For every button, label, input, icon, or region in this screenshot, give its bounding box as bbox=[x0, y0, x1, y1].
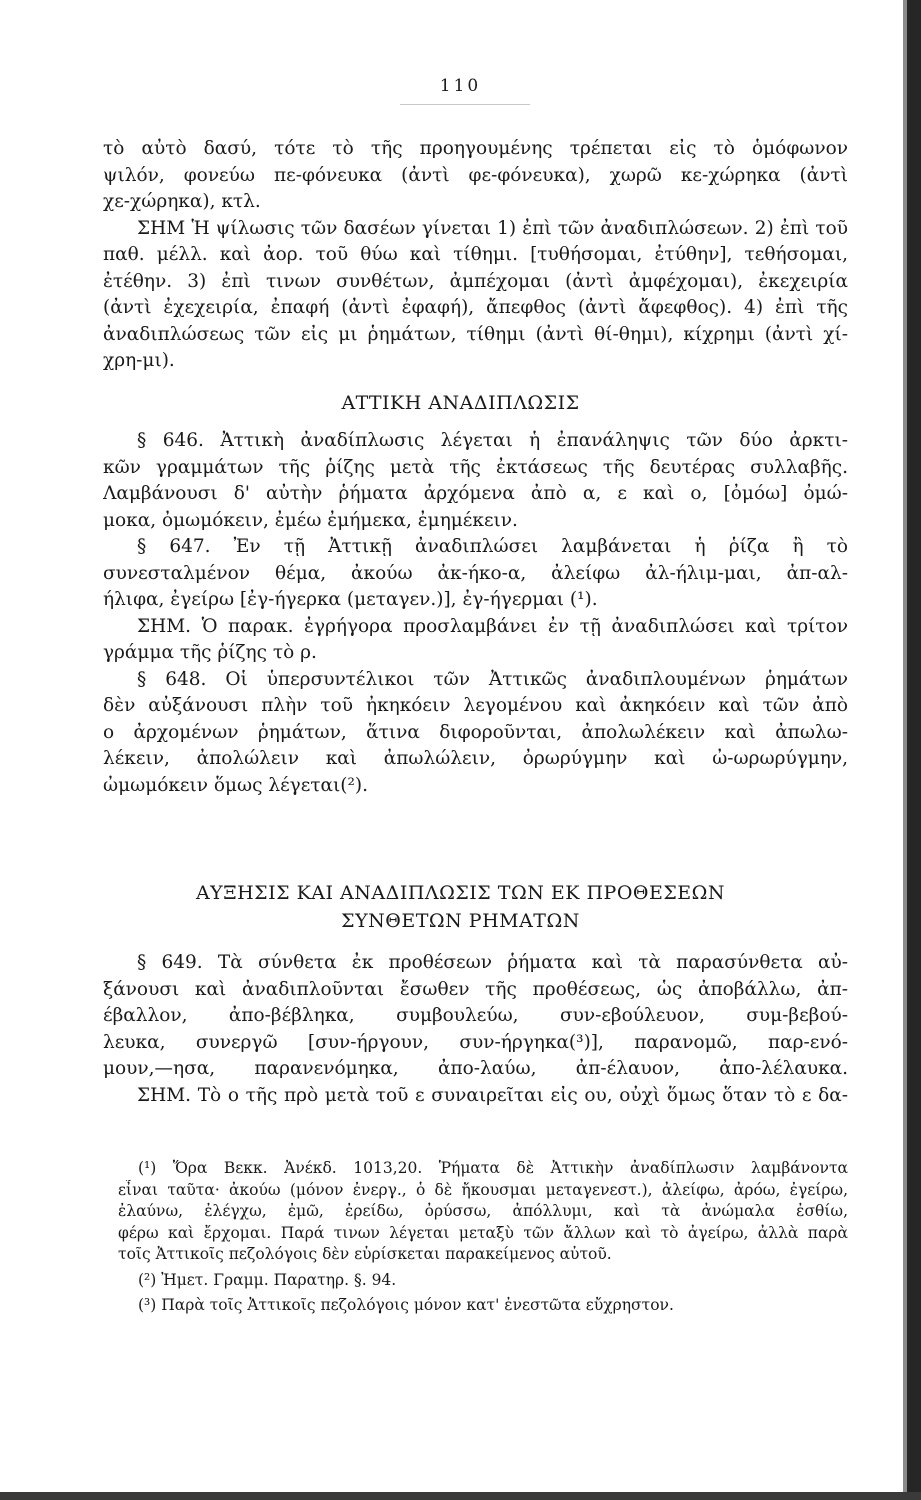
note-line: (ἀντὶ ἐχεχειρία, ἐπαφή (ἀντὶ ἐφαφή), ἄπεφθος (ἀντὶ ἄφεφθος). 4) ἐπὶ τῆς bbox=[103, 297, 848, 318]
text-line: δὲν αὐξάνουσι πλὴν τοῦ ἠκηκόειν λεγομένου καὶ ἀκηκόειν καὶ τῶν ἀπὸ bbox=[103, 695, 848, 716]
note-line: ΣΗΜ Ἡ ψίλωσις τῶν δασέων γίνεται 1) ἐπὶ τῶν ἀναδιπλώσεων. 2) ἐπὶ τοῦ bbox=[137, 217, 848, 239]
text-line: ξάνουσι καὶ ἀναδιπλοῦνται ἔσωθεν τῆς προθέσεως, ὡς ἀποβάλλω, ἀπ- bbox=[103, 978, 848, 1000]
section-648-line: § 648. Οἱ ὑπερσυντέλικοι τῶν Ἀττικῶς ἀναδιπλουμένων ῥημάτων bbox=[137, 668, 848, 690]
paragraph-block-1 bbox=[103, 136, 848, 375]
text-line: τὸ αὐτὸ δασύ, τότε τὸ τῆς προηγουμένης τρέπεται εἰς τὸ ὁμόφωνον bbox=[103, 138, 848, 159]
footnote-1: (¹) Ὅρα Βεκκ. Ἀνέκδ. 1013,20. Ῥήματα δὲ Ἀττικὴν ἀναδίπλωσιν λαμβάνοντα bbox=[138, 1159, 848, 1177]
text-line: λέκειν, ἀπολώλειν καὶ ἀπωλώλειν, ὀρωρύγμην καὶ ὠ-ωρωρύγμην, bbox=[103, 748, 848, 769]
page-edge bbox=[907, 0, 921, 1500]
text-line: μουν,—ησα, παρανενόμηκα, ἀπο-λαύω, ἀπ-έλαυον, ἀπο-λέλαυκα. bbox=[103, 1058, 848, 1079]
paragraph-block-2 bbox=[103, 428, 848, 799]
note-line: ΣΗΜ. Ὁ παρακ. ἐγρήγορα προσλαμβάνει ἐν τῇ ἀναδιπλώσει καὶ τρίτον bbox=[137, 615, 848, 637]
note-line: χρη-μι). bbox=[103, 350, 175, 371]
footnote-3: (³) Παρὰ τοῖς Ἀττικοῖς πεζολόγοις μόνον κατ' ἐνεστῶτα εὔχρηστον. bbox=[138, 1296, 674, 1314]
text-line: συνεσταλμένον θέμα, ἀκούω ἀκ-ήκο-α, ἀλείφω ἀλ-ήλιμ-μαι, ἀπ-αλ- bbox=[103, 562, 848, 584]
page-number: 110 bbox=[439, 76, 482, 96]
text-line: Λαμβάνουσι δ' αὐτὴν ῥήματα ἀρχόμενα ἀπὸ α, ε καὶ ο, [ὀμόω] ὀμώ- bbox=[103, 483, 848, 504]
text-line: ψιλόν, φονεύω πε-φόνευκα (ἀντὶ φε-φόνευκα), χωρῶ κε-χώρηκα (ἀντὶ bbox=[103, 164, 848, 186]
footnote-line: ἐλαύνω, ἐλέγχω, ἐμῶ, ἐρείδω, ὀρύσσω, ἀπόλλυμι, καὶ τὰ ἀνώμαλα ἐσθίω, bbox=[118, 1202, 848, 1220]
header-rule bbox=[400, 104, 530, 105]
footnotes bbox=[118, 1158, 848, 1317]
section-647-line: § 647. Ἐν τῇ Ἀττικῇ ἀναδιπλώσει λαμβάνεται ἡ ῥίζα ἢ τὸ bbox=[137, 536, 848, 557]
footnote-line: φέρω καὶ ἔρχομαι. Παρά τινων λέγεται μεταξὺ τῶν ἄλλων καὶ τὸ ἀγείρω, ἀλλὰ παρὰ bbox=[118, 1223, 848, 1242]
note-line: ἀναδιπλώσεως τῶν εἰς μι ῥημάτων, τίθημι (ἀντὶ θί-θημι), κίχρημι (ἀντὶ χί- bbox=[103, 323, 848, 345]
text-line: κῶν γραμμάτων τῆς ῥίζης μετὰ τῆς ἐκτάσεως τῆς δευτέρας συλλαβῆς. bbox=[103, 456, 848, 478]
section-646-line: § 646. Ἀττικὴ ἀναδίπλωσις λέγεται ἡ ἐπανάληψις τῶν δύο ἀρκτι- bbox=[137, 430, 848, 451]
text-line: ήλιφα, ἐγείρω [ἐγ-ήγερκα (μεταγεν.)], ἐγ-ήγερμαι (¹). bbox=[103, 589, 598, 610]
paragraph-block-3 bbox=[103, 950, 848, 1109]
text-line: ὠμωμόκειν ὅμως λέγεται(²). bbox=[103, 774, 369, 796]
text-line: χε-χώρηκα), κτλ. bbox=[103, 191, 261, 212]
section-heading-attic: ΑΤΤΙΚΗ ΑΝΑΔΙΠΛΩΣΙΣ bbox=[341, 392, 580, 414]
text-line: έβαλλον, ἀπο-βέβληκα, συμβουλεύω, συν-εβούλευον, συμ-βεβού- bbox=[103, 1005, 848, 1026]
note-line: ἐτέθην. 3) ἐπὶ τινων συνθέτων, ἀμπέχομαι (ἀντὶ ἀμφέχομαι), ἐκεχειρία bbox=[103, 270, 848, 292]
text-line: μοκα, ὀμωμόκειν, ἐμέω ἐμήμεκα, ἐμημέκειν. bbox=[103, 509, 518, 531]
text-line: ο ἀρχομένων ῥημάτων, ἅτινα διφοροῦνται, ἀπολωλέκειν καὶ ἀπωλω- bbox=[103, 721, 848, 743]
text-line: λευκα, συνεργῶ [συν-ήργουν, συν-ήργηκα(³)], παρανομῶ, παρ-ενό- bbox=[103, 1031, 848, 1053]
footnote-line: τοῖς Ἀττικοῖς πεζολόγοις δὲν εὑρίσκεται παρακείμενος αὐτοῦ. bbox=[118, 1245, 612, 1263]
section-heading-prepositions-2: ΣΥΝΘΕΤΩΝ ΡΗΜΑΤΩΝ bbox=[341, 910, 580, 932]
section-649-line: § 649. Τὰ σύνθετα ἐκ προθέσεων ῥήματα καὶ τὰ παρασύνθετα αὐ- bbox=[137, 952, 848, 973]
footnote-2: (²) Ἠμετ. Γραμμ. Παρατηρ. §. 94. bbox=[138, 1270, 397, 1289]
page-bottom-edge bbox=[0, 1492, 921, 1500]
note-line: ΣΗΜ. Τὸ ο τῆς πρὸ μετὰ τοῦ ε συναιρεῖται εἰς ου, οὐχὶ ὅμως ὅταν τὸ ε δα- bbox=[137, 1084, 848, 1106]
note-line: γράμμα τῆς ῥίζης τὸ ρ. bbox=[103, 642, 317, 663]
footnote-line: εἶναι ταῦτα· ἀκούω (μόνον ἐνεργ., ὁ δὲ ἤκουσμαι μεταγενεστ.), ἀλείφω, ἀρόω, ἐγείρω, bbox=[118, 1180, 848, 1199]
section-heading-prepositions-1: ΑΥΞΗΣΙΣ ΚΑΙ ΑΝΑΔΙΠΛΩΣΙΣ ΤΩΝ ΕΚ ΠΡΟΘΕΣΕΩΝ bbox=[195, 882, 726, 904]
note-line: παθ. μέλλ. καὶ ἀορ. τοῦ θύω καὶ τίθημι. [τυθήσομαι, ἐτύθην], τεθήσομαι, bbox=[103, 244, 848, 265]
